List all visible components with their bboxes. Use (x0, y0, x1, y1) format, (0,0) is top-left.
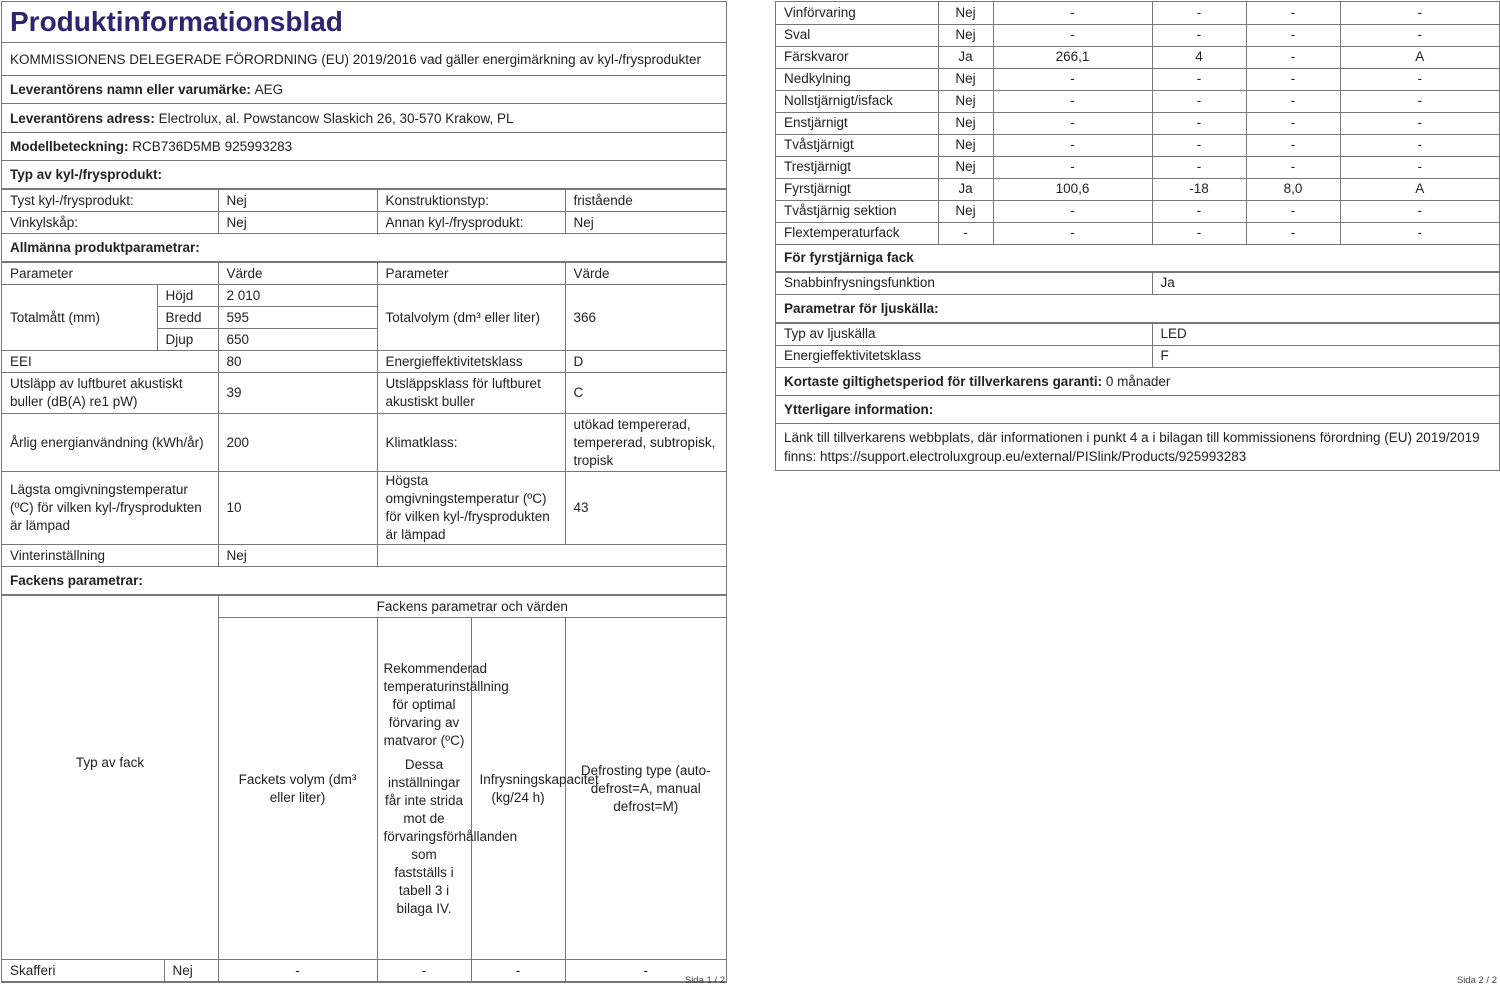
light-table (776, 323, 1499, 368)
compartment-defrost: - (1340, 68, 1499, 90)
compartment-defrost: A (1340, 178, 1499, 200)
table-row (2, 212, 726, 234)
column-header: Värde (565, 263, 726, 285)
empty-cell (377, 545, 726, 567)
maxtemp-value: 43 (565, 472, 726, 545)
dim-label: Höjd (157, 285, 218, 307)
pantry-defrost: - (565, 960, 726, 982)
compartment-present: - (938, 222, 993, 244)
table-row (2, 472, 726, 545)
comp-type-label: Typ av fack (75, 755, 145, 770)
regulation-row (2, 43, 726, 76)
regulation-text: KOMMISSIONENS DELEGERADE FÖRORDNING (EU) 2019/2016 vad gäller energimärkning av kyl-/frysprodukter (10, 51, 701, 67)
table-row (776, 24, 1499, 46)
light-type-label: Typ av ljuskälla (776, 323, 1152, 345)
pantry-name: Skafferi (2, 960, 164, 982)
compartment-volume: - (993, 222, 1152, 244)
compartment-volume: - (993, 68, 1152, 90)
compartment-defrost: - (1340, 2, 1499, 24)
noiseclass-value: C (565, 373, 726, 414)
compartment-defrost: - (1340, 90, 1499, 112)
supplier-name-label: Leverantörens namn eller varumärke: (10, 82, 251, 97)
noiseclass-label: Utsläppsklass för luftburet akustiskt buller (377, 373, 565, 414)
table-row (2, 373, 726, 414)
compartment-name: Nollstjärnigt/isfack (776, 90, 938, 112)
compartment-volume: 266,1 (993, 46, 1152, 68)
compartment-defrost: - (1340, 200, 1499, 222)
compartment-present: Nej (938, 112, 993, 134)
model-label: Modellbeteckning: (10, 139, 129, 154)
light-type-value: LED (1152, 323, 1499, 345)
compartment-defrost: - (1340, 24, 1499, 46)
compartment-name: Fyrstjärnigt (776, 178, 938, 200)
more-info-text: Länk till tillverkarens webbplats, där informationen i punkt 4 a i bilagan till kommissionens förordning (EU) 2019/2019 finns: https://support.electroluxgroup.eu/external/PISlink/Products/925993283 (784, 429, 1480, 464)
compartment-present: Nej (938, 134, 993, 156)
comp-temp-text: Rekommenderad temperaturinställning för optimal förvaring av matvaror (ºC) (383, 660, 509, 748)
compartment-name: Nedkylning (776, 68, 938, 90)
general-table (2, 262, 726, 567)
table-row (776, 90, 1499, 112)
supplier-name-value: AEG (254, 82, 284, 97)
compartment-temp: -18 (1152, 178, 1246, 200)
table-row (776, 112, 1499, 134)
table-row (2, 190, 726, 212)
compartment-defrost: - (1340, 222, 1499, 244)
comp-type-header (2, 596, 218, 960)
param-value: Nej (218, 212, 377, 234)
light-class-value: F (1152, 345, 1499, 367)
compartment-freeze: - (1246, 156, 1340, 178)
table-row (2, 285, 726, 307)
eei-value: 80 (218, 351, 377, 373)
supplier-name-row (2, 76, 726, 104)
energy-label: Årlig energianvändning (kWh/år) (2, 414, 218, 472)
compartment-present: Nej (938, 200, 993, 222)
compartment-volume: 100,6 (993, 178, 1152, 200)
eei-label: EEI (2, 351, 218, 373)
compartment-name: Tvåstjärnigt (776, 134, 938, 156)
energy-value: 200 (218, 414, 377, 472)
compartment-present: Nej (938, 68, 993, 90)
noise-value: 39 (218, 373, 377, 414)
table-row (776, 272, 1499, 294)
compartment-present: Ja (938, 178, 993, 200)
winter-label: Vinterinställning (2, 545, 218, 567)
compartment-freeze: - (1246, 24, 1340, 46)
quick-freeze-table (776, 272, 1499, 295)
dim-value: 2 010 (218, 285, 377, 307)
volume-label: Totalvolym (dm³ eller liter) (377, 285, 565, 351)
compartment-freeze: - (1246, 200, 1340, 222)
table-row (776, 2, 1499, 24)
winter-value: Nej (218, 545, 377, 567)
compartment-present: Nej (938, 90, 993, 112)
compartment-volume: - (993, 90, 1152, 112)
compartment-present: Nej (938, 24, 993, 46)
compartment-freeze: - (1246, 112, 1340, 134)
table-row (776, 134, 1499, 156)
compartment-freeze: - (1246, 90, 1340, 112)
compartment-temp: - (1152, 112, 1246, 134)
table-row (2, 414, 726, 472)
table-row (2, 545, 726, 567)
param-label: Konstruktionstyp: (377, 190, 565, 212)
compartment-present: Ja (938, 46, 993, 68)
compartment-freeze: - (1246, 2, 1340, 24)
compartment-temp: 4 (1152, 46, 1246, 68)
dim-label: Djup (157, 329, 218, 351)
compartment-temp: - (1152, 68, 1246, 90)
compartment-freeze: - (1246, 222, 1340, 244)
table-header-row (2, 263, 726, 285)
maxtemp-label: Högsta omgivningstemperatur (ºC) för vilken kyl-/frysprodukten är lämpad (377, 472, 565, 545)
compartment-name: Sval (776, 24, 938, 46)
compartment-freeze: - (1246, 68, 1340, 90)
compartment-volume: - (993, 112, 1152, 134)
table-header-row (2, 596, 726, 618)
eclass-value: D (565, 351, 726, 373)
compartment-temp: - (1152, 134, 1246, 156)
column-header: Värde (218, 263, 377, 285)
supplier-address-value: Electrolux, al. Powstancow Slaskich 26, 30-570 Krakow, PL (158, 110, 514, 126)
supplier-address-label: Leverantörens adress: (10, 110, 155, 126)
compartment-name: Flextemperaturfack (776, 222, 938, 244)
comp-temp-note: Dessa inställningar får inte strida mot de förvaringsförhållanden som fastställs i tabell 3 i bilaga IV. (383, 756, 518, 916)
compartment-present: Nej (938, 156, 993, 178)
param-label: Annan kyl-/frysprodukt: (377, 212, 565, 234)
compartment-present: Nej (938, 2, 993, 24)
compartment-name: Enstjärnigt (776, 112, 938, 134)
pantry-present: Nej (164, 960, 218, 982)
compartment-name: Färskvaror (776, 46, 938, 68)
volume-value: 366 (565, 285, 726, 351)
pantry-freeze: - (471, 960, 565, 982)
table-row (776, 156, 1499, 178)
more-info-heading: Ytterligare information: (776, 396, 1499, 424)
dims-label: Totalmått (mm) (2, 285, 157, 351)
dim-value: 595 (218, 307, 377, 329)
compartment-volume: - (993, 134, 1152, 156)
compartment-defrost: - (1340, 134, 1499, 156)
compartments-table-cont (776, 2, 1499, 245)
compartment-temp: - (1152, 222, 1246, 244)
warranty-label: Kortaste giltighetsperiod för tillverkarens garanti: (784, 373, 1103, 389)
table-row (2, 960, 726, 982)
quick-freeze-value: Ja (1152, 272, 1499, 294)
dim-label: Bredd (157, 307, 218, 329)
page-1-frame (1, 1, 727, 983)
type-table (2, 189, 726, 234)
comp-subheading: Fackens parametrar och värden (218, 596, 726, 618)
page-2-frame (775, 1, 1500, 471)
column-header: Parameter (2, 263, 218, 285)
compartment-defrost: - (1340, 156, 1499, 178)
noise-label: Utsläpp av luftburet akustiskt buller (dB(A) re1 pW) (2, 373, 218, 414)
compartments-heading: Fackens parametrar: (2, 567, 726, 595)
compartment-temp: - (1152, 2, 1246, 24)
mintemp-value: 10 (218, 472, 377, 545)
pantry-volume: - (218, 960, 377, 982)
compartment-freeze: 8,0 (1246, 178, 1340, 200)
light-heading: Parametrar för ljuskälla: (776, 295, 1499, 323)
climate-label: Klimatklass: (377, 414, 565, 472)
general-heading: Allmänna produktparametrar: (2, 234, 726, 262)
table-row (776, 68, 1499, 90)
table-row (776, 46, 1499, 68)
table-row (776, 345, 1499, 367)
four-star-heading: För fyrstjärniga fack (776, 245, 1499, 272)
compartments-table (2, 595, 726, 982)
table-row (2, 351, 726, 373)
warranty-row (776, 368, 1499, 396)
compartment-defrost: A (1340, 46, 1499, 68)
param-label: Vinkylskåp: (2, 212, 218, 234)
table-row (776, 323, 1499, 345)
comp-volume-text: Fackets volym (dm³ eller liter) (238, 771, 357, 805)
page-2 (773, 0, 1500, 986)
param-label: Tyst kyl-/frysprodukt: (2, 190, 218, 212)
compartment-name: Trestjärnigt (776, 156, 938, 178)
table-row (776, 222, 1499, 244)
supplier-address-row (2, 104, 726, 133)
compartment-volume: - (993, 24, 1152, 46)
dim-value: 650 (218, 329, 377, 351)
comp-volume-header (218, 618, 377, 960)
mintemp-label: Lägsta omgivningstemperatur (ºC) för vilken kyl-/frysprodukten är lämpad (2, 472, 218, 545)
page-number-1: Sida 1 / 2 (684, 975, 725, 986)
eclass-label: Energieffektivitetsklass (377, 351, 565, 373)
comp-temp-header (377, 618, 518, 960)
climate-value: utökad tempererad, tempererad, subtropisk, tropisk (565, 414, 726, 472)
comp-freeze-header: Infrysningskapacitet (kg/24 h) (471, 618, 565, 960)
compartment-temp: - (1152, 24, 1246, 46)
compartment-name: Vinförvaring (776, 2, 938, 24)
model-row (2, 133, 726, 161)
comp-defrost-header: Defrosting type (auto-defrost=A, manual defrost=M) (565, 618, 726, 960)
compartment-name: Tvåstjärnig sektion (776, 200, 938, 222)
quick-freeze-label: Snabbinfrysningsfunktion (776, 272, 1152, 294)
table-row (776, 178, 1499, 200)
compartment-freeze: - (1246, 46, 1340, 68)
column-header: Parameter (377, 263, 565, 285)
compartment-volume: - (993, 2, 1152, 24)
compartment-temp: - (1152, 200, 1246, 222)
param-value: Nej (565, 212, 726, 234)
light-class-label: Energieffektivitetsklass (776, 345, 1152, 367)
param-value: Nej (218, 190, 377, 212)
compartment-defrost: - (1340, 112, 1499, 134)
param-value: fristående (565, 190, 726, 212)
document-title: Produktinformationsblad (2, 2, 726, 43)
page-1 (0, 0, 728, 986)
warranty-value: 0 månader (1105, 373, 1171, 389)
pantry-temp: - (377, 960, 471, 982)
model-value: RCB736D5MB 925993283 (132, 139, 293, 154)
compartment-temp: - (1152, 90, 1246, 112)
compartment-volume: - (993, 156, 1152, 178)
compartment-freeze: - (1246, 134, 1340, 156)
compartment-temp: - (1152, 156, 1246, 178)
compartment-volume: - (993, 200, 1152, 222)
type-heading: Typ av kyl-/frysprodukt: (2, 161, 726, 189)
table-row (776, 200, 1499, 222)
page-number-2: Sida 2 / 2 (1456, 975, 1497, 986)
